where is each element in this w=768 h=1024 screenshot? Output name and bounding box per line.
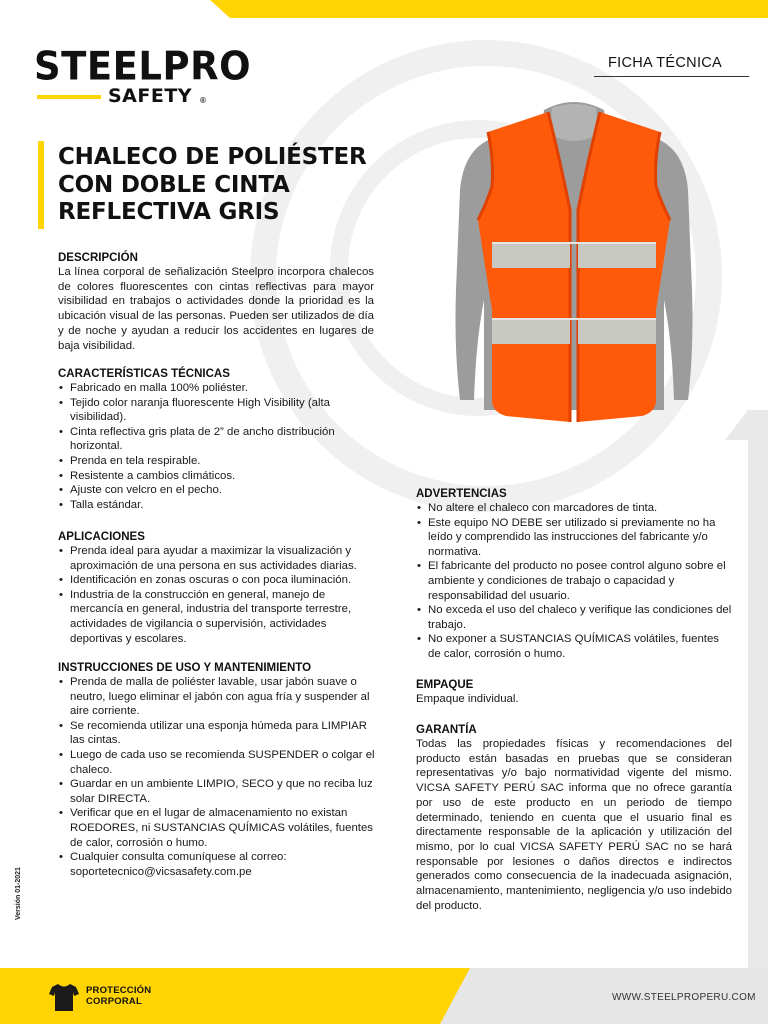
bullet-list [416,501,734,662]
list-item: • No exponer a SUSTANCIAS QUÍMICAS volátiles, fuentes de calor, corrosión o humo. [416,632,734,661]
category-label-line2: CORPORAL [86,996,142,1007]
list-item: • Industria de la construcción en general, manejo de mercancía en general, industria del transporte terrestre, actividades de vigilancia o supervisión, actividades deportivas y escolares. [58,588,374,646]
section-caracteristicas [58,367,374,512]
bullet-list [58,544,374,646]
category-label-line1: PROTECCIÓN [86,985,152,996]
list-item: • Prenda de malla de poliéster lavable, usar jabón suave o neutro, luego eliminar el jabón con agua fría y suspender al aire corriente. [58,675,380,719]
list-item: • Luego de cada uso se recomienda SUSPENDER o colgar el chaleco. [58,748,380,777]
section-paragraph: La línea corporal de señalización Steelpro incorpora chalecos de colores fluorescentes con cintas reflectivas para mayor visibilidad en trabajos o actividades donde la prioridad es la ubicación visual de las personas. Pueden ser utilizados de día y de noche y ayudan a reducir los accidentes en lugares de baja visibilidad. [58,266,374,352]
category-label [86,985,151,1007]
list-item: • Talla estándar. [58,498,374,513]
product-image [448,100,700,430]
list-item: • No altere el chaleco con marcadores de tinta. [416,501,734,516]
top-accent-band-edge [210,0,230,18]
title-accent-bar [38,141,44,229]
section-heading: ADVERTENCIAS [416,488,507,500]
section-heading: CARACTERÍSTICAS TÉCNICAS [58,368,230,380]
list-item: • Guardar en un ambiente LIMPIO, SECO y que no reciba luz solar DIRECTA. [58,777,380,806]
section-paragraph: Todas las propiedades físicas y recomendaciones del producto están basadas en pruebas que se consideran representativas y/o bajo normatividad vigente del mismo. VICSA SAFETY PERÚ SAC informa que no ofrece garantía por uso de este producto en un periodo de tiempo determinado, teniendo en cuenta que el usuario final es directamente responsable de la aplicación y utilización del mismo, por lo cual VICSA SAFETY PERÚ SAC no se hará responsable por lesiones o daños directos e indirectos generados como consecuencia de la inadecuada asignación, almacenamiento, mantenimiento, negligencia y/o uso indebido del producto. [416,738,732,912]
list-item: • Resistente a cambios climáticos. [58,469,374,484]
website-link[interactable]: WWW.STEELPROPERU.COM [612,992,756,1003]
brand-logo-text: STEELPRO [34,43,252,90]
section-heading: APLICACIONES [58,531,145,543]
list-item: • Cinta reflectiva gris plata de 2” de ancho distribución horizontal. [58,425,374,454]
section-heading: DESCRIPCIÓN [58,252,138,264]
section-instrucciones [58,661,380,879]
list-item: • El fabricante del producto no posee control alguno sobre el ambiente y condiciones de trabajo o capacidad y responsabilidad del usuario. [416,559,734,603]
list-item: • Este equipo NO DEBE ser utilizado si previamente no ha leído y comprendido las instrucciones del fabricante y/o normativa. [416,516,734,560]
brand-logo-subtext: SAFETY [108,85,193,107]
document-type-label: FICHA TÉCNICA [608,55,723,71]
list-item: • Identificación en zonas oscuras o con poca iluminación. [58,573,374,588]
side-gray-band [748,410,768,970]
section-empaque [416,678,734,707]
list-item: • Prenda en tela respirable. [58,454,374,469]
registered-mark: ® [200,96,206,105]
section-aplicaciones [58,530,374,646]
section-heading: EMPAQUE [416,679,474,691]
version-label: Versión 01-2021 [15,867,22,920]
section-descripcion [58,251,374,353]
list-item: • Tejido color naranja fluorescente High Visibility (alta visibilidad). [58,396,374,425]
list-item: • Verificar que en el lugar de almacenamiento no existan ROEDORES, ni SUSTANCIAS QUÍMICAS volátiles, fuentes de calor, corrosión o humo. [58,806,380,850]
footer-gray-edge [440,968,470,1024]
orange-vest-icon [448,100,700,430]
shirt-icon [48,982,80,1012]
bullet-list [58,675,380,879]
list-item: • Ajuste con velcro en el pecho. [58,483,374,498]
section-garantia [416,723,732,913]
page-title: CHALECO DE POLIÉSTER CON DOBLE CINTA REFLECTIVA GRIS [58,144,367,225]
list-item: • Cualquier consulta comuníquese al correo: soportetecnico@vicsasafety.com.pe [58,850,380,879]
header-underline [594,76,749,77]
logo-accent-bar [37,95,101,99]
list-item: • Se recomienda utilizar una esponja húmeda para LIMPIAR las cintas. [58,719,380,748]
side-gray-band-edge [725,410,748,440]
list-item: • No exceda el uso del chaleco y verifique las condiciones del trabajo. [416,603,734,632]
section-heading: GARANTÍA [416,724,477,736]
bullet-list [58,381,374,512]
top-accent-band [230,0,768,18]
list-item: • Fabricado en malla 100% poliéster. [58,381,374,396]
list-item: • Prenda ideal para ayudar a maximizar la visualización y aproximación de una persona en sus actividades diarias. [58,544,374,573]
section-paragraph: Empaque individual. [416,693,519,705]
section-heading: INSTRUCCIONES DE USO Y MANTENIMIENTO [58,662,312,674]
section-advertencias [416,487,734,662]
